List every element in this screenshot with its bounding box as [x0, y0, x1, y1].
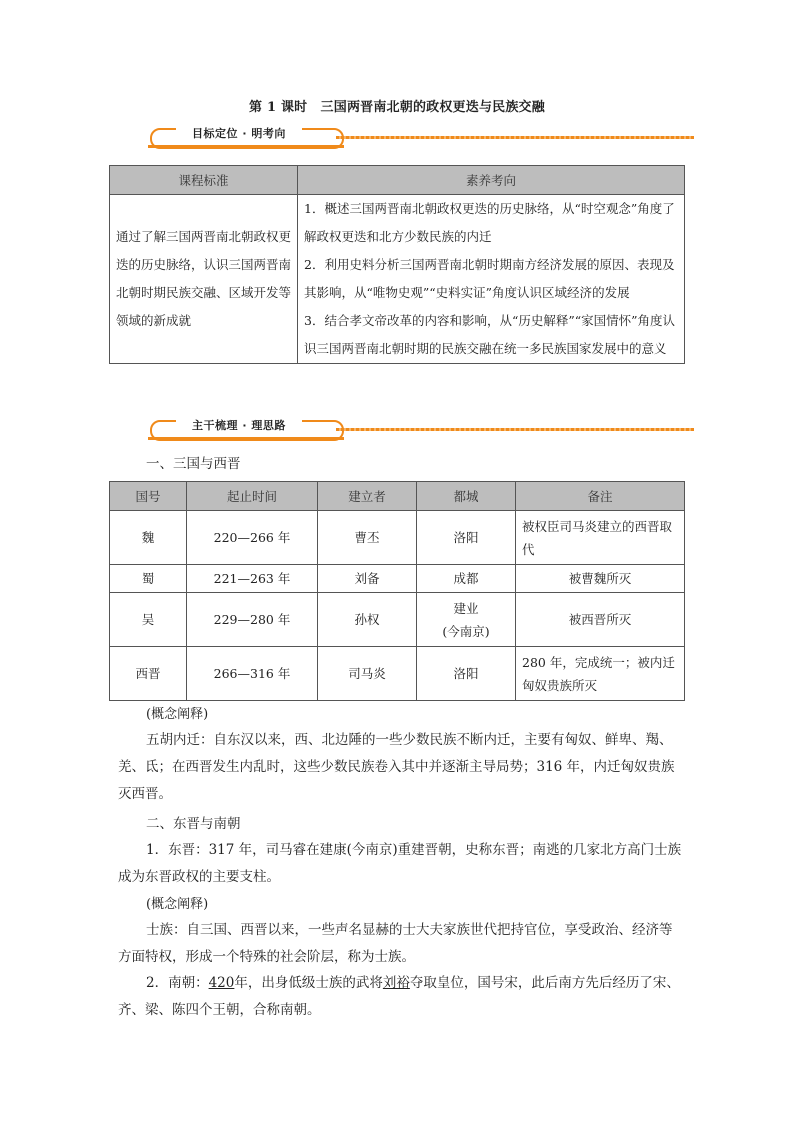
goal-banner-label: 目标定位 · 明考向 — [176, 125, 302, 142]
course-standard-text: 通过了解三国两晋南北朝政权更迭的历史脉络，认识三国两晋南北朝时期民族交融、区域开发等领域的新成就 — [110, 195, 298, 364]
col-founder: 建立者 — [318, 482, 417, 511]
table-row: 吴 229—280 年 孙权 建业 (今南京) 被西晋所灭 — [110, 593, 685, 647]
concept-label-2: (概念阐释) — [146, 897, 209, 912]
col-period: 起止时间 — [187, 482, 318, 511]
col-state: 国号 — [110, 482, 187, 511]
shizu-paragraph: 士族：自三国、西晋以来，一些声名显赫的士大夫家族世代把持官位，享受政治、经济等方面特权，形成一个特殊的社会阶层，称为士族。 — [118, 922, 673, 965]
outline-banner-label: 主干梳理 · 理思路 — [176, 417, 302, 434]
col-note: 备注 — [516, 482, 685, 511]
goal-banner — [148, 126, 694, 152]
literacy-goals — [298, 195, 685, 364]
nanchao-paragraph: 2．南朝：420年，出身低级士族的武将刘裕夺取皇位，国号宋，此后南方先后经历了宋、齐、梁、陈四个王朝，合称南朝。 — [118, 975, 680, 1018]
section-heading-1: 一、三国与西晋 — [146, 456, 241, 472]
col-capital: 都城 — [417, 482, 516, 511]
concept-label-1: (概念阐释) — [146, 707, 209, 722]
header-literacy: 素养考向 — [298, 166, 685, 195]
section-heading-2: 二、东晋与南朝 — [146, 816, 241, 832]
header-course-standard: 课程标准 — [110, 166, 298, 195]
table-row: 魏 220—266 年 曹丕 洛阳 被权臣司马炎建立的西晋取代 — [110, 511, 685, 565]
literacy-goal-3: 3．结合孝文帝改革的内容和影响，从“历史解释”“家国情怀”角度认识三国两晋南北朝时期的民族交融在统一多民族国家发展中的意义 — [304, 313, 676, 356]
outline-banner — [148, 418, 694, 444]
states-table — [109, 481, 685, 701]
dongjin-paragraph: 1．东晋：317 年，司马睿在建康(今南京)重建晋朝，史称东晋；南逃的几家北方高门士族成为东晋政权的主要支柱。 — [118, 842, 682, 885]
literacy-goal-2: 2．利用史料分析三国两晋南北朝时期南方经济发展的原因、表现及其影响，从“唯物史观”“史料实证”角度认识区域经济的发展 — [304, 257, 675, 300]
standards-table — [109, 165, 685, 364]
year-420: 420 — [208, 975, 235, 991]
table-row: 西晋 266—316 年 司马炎 洛阳 280 年，完成统一；被内迁匈奴贵族所灭 — [110, 647, 685, 701]
table-row: 蜀 221—263 年 刘备 成都 被曹魏所灭 — [110, 565, 685, 593]
wuhu-paragraph: 五胡内迁：自东汉以来，西、北边陲的一些少数民族不断内迁，主要有匈奴、鲜卑、羯、羌、氐；在西晋发生内乱时，这些少数民族卷入其中并逐渐主导局势；316 年，内迁匈奴贵族灭西晋。 — [118, 732, 675, 802]
literacy-goal-1: 1．概述三国两晋南北朝政权更迭的历史脉络，从“时空观念”角度了解政权更迭和北方少数民族的内迁 — [304, 201, 675, 244]
person-liuyu: 刘裕 — [382, 975, 410, 991]
lesson-title: 第 1 课时 三国两晋南北朝的政权更迭与民族交融 — [249, 100, 545, 115]
